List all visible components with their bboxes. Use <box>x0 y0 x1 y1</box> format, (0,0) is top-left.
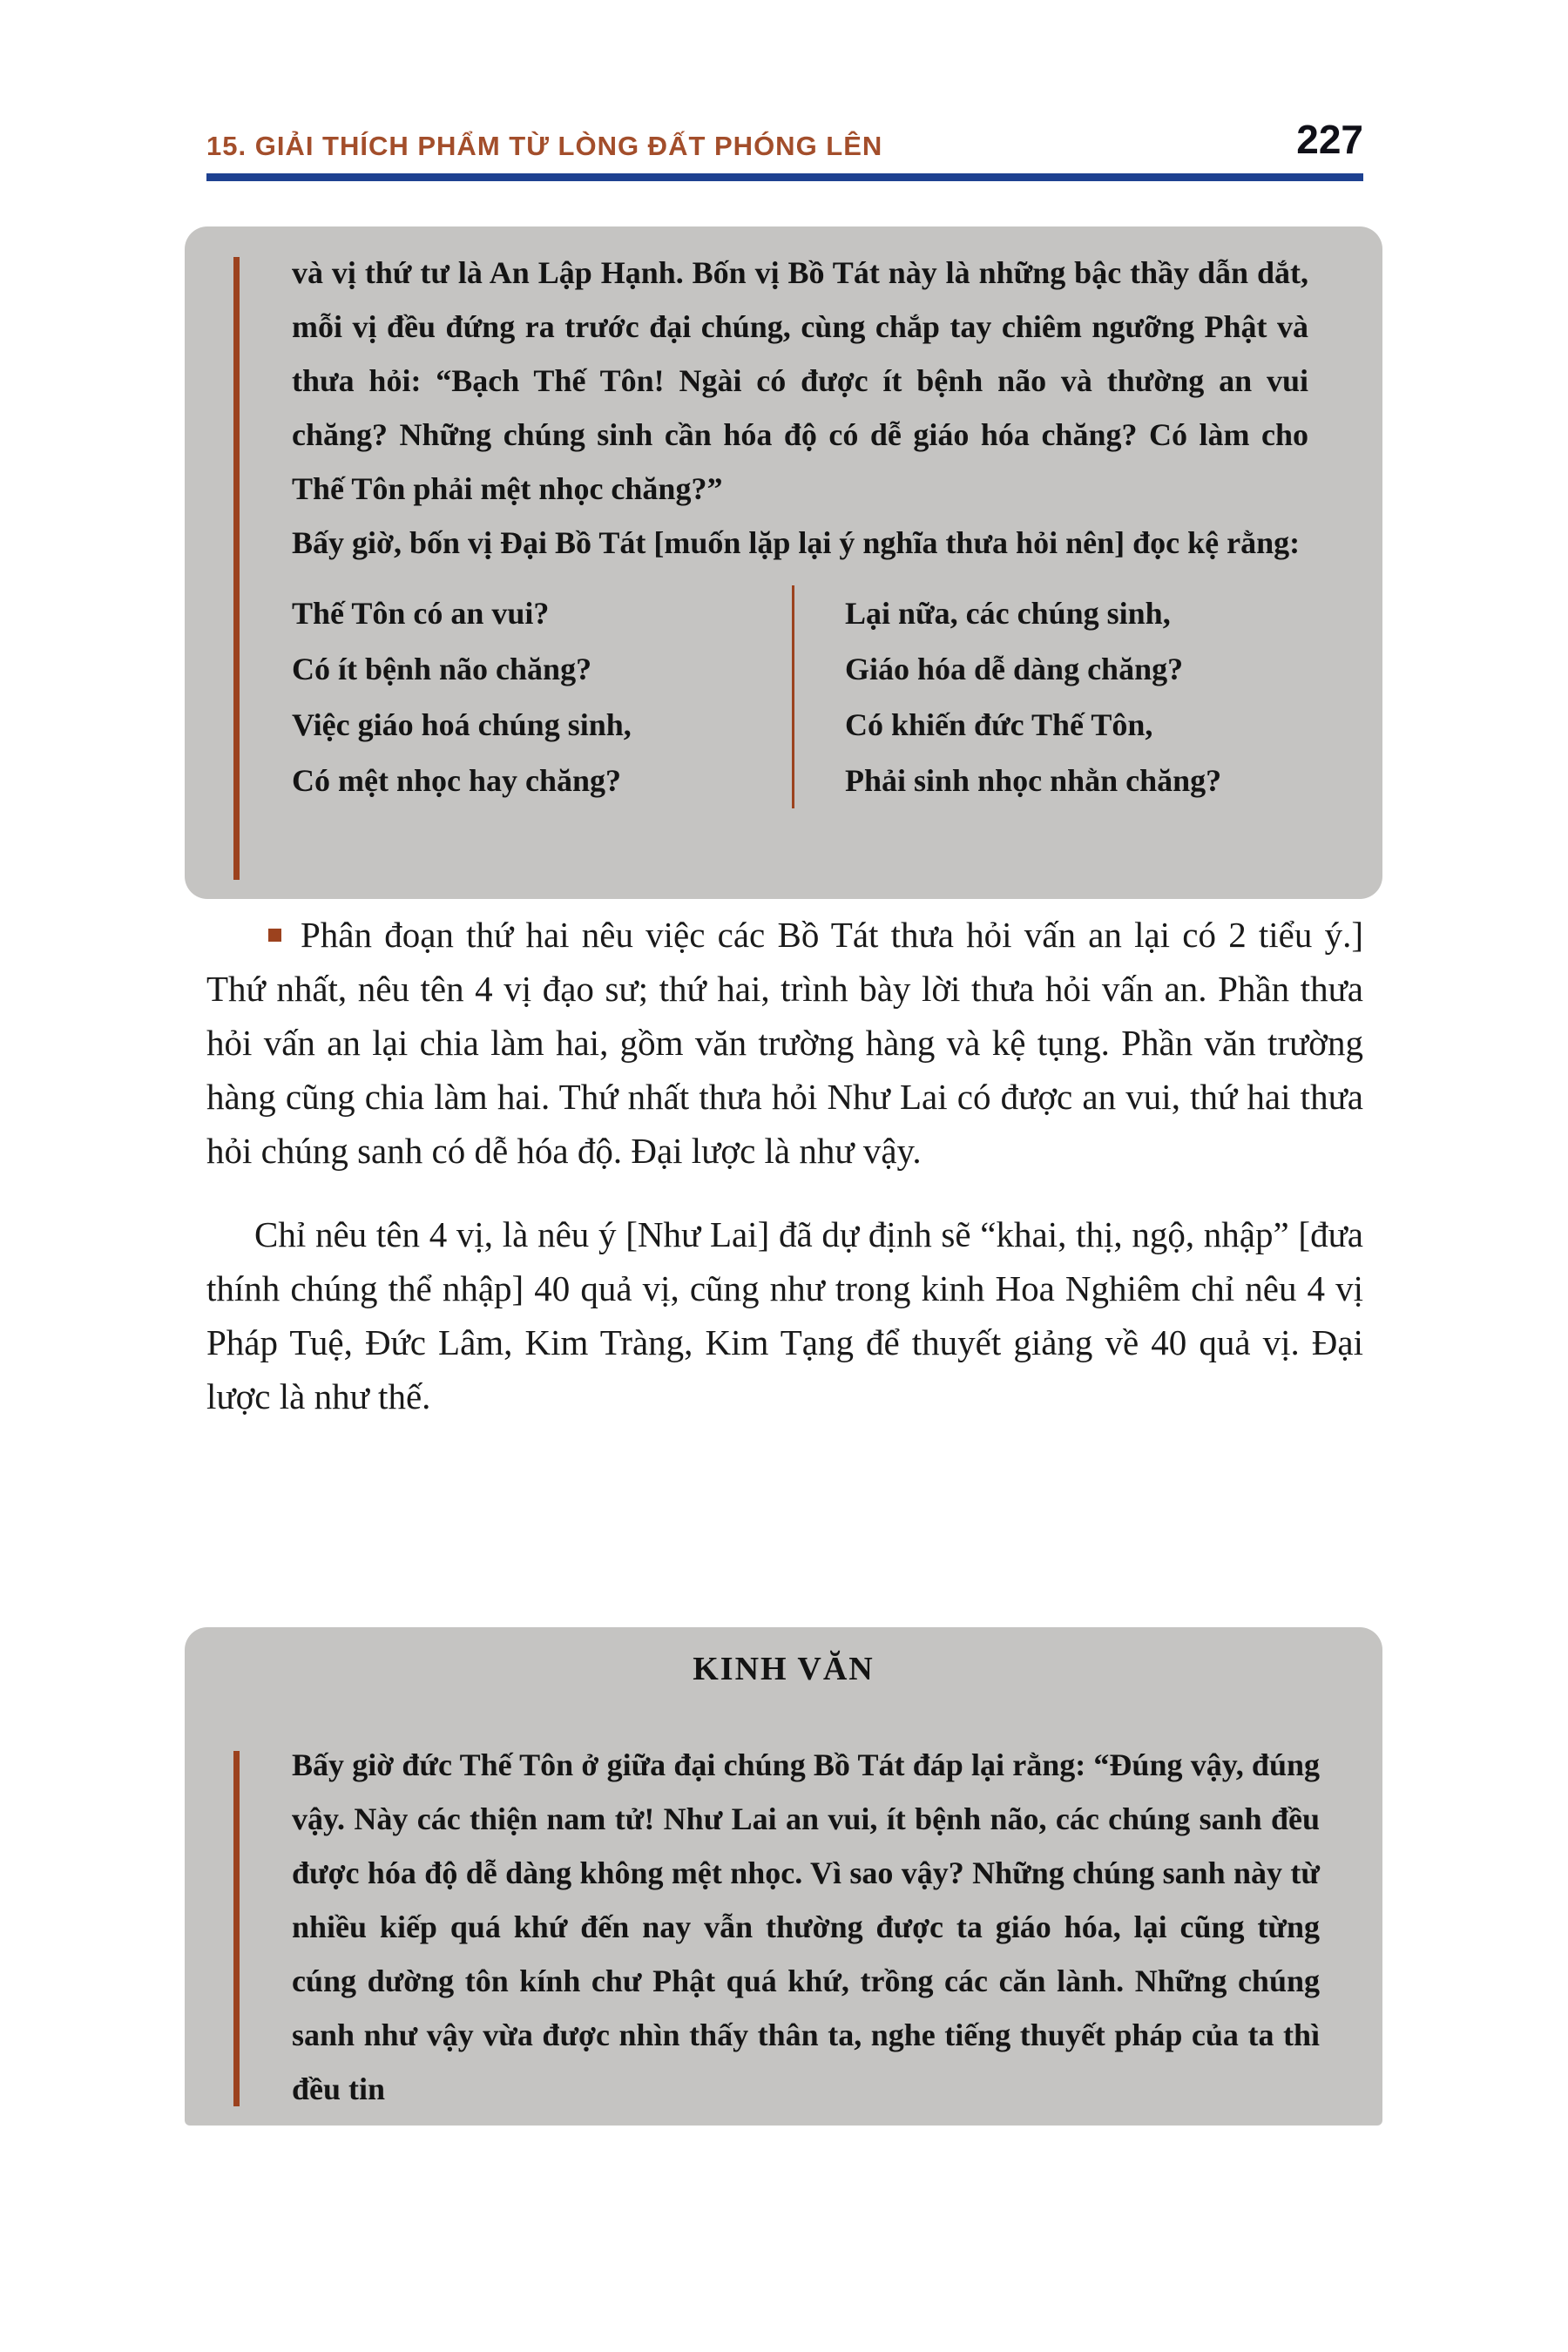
verse-line: Có ít bệnh não chăng? <box>292 652 592 686</box>
commentary-paragraph <box>206 908 1363 1178</box>
kinh-van-quote: Bấy giờ đức Thế Tôn ở giữa đại chúng Bồ Tát đáp lại rằng: “Đúng vậy, đúng vậy. Này các thiện nam tử! Như Lai an vui, ít bệnh não, các chúng sanh đều được hóa độ dễ dàng không mệt nhọc. Vì sao vậy? Những chúng sanh này từ nhiều kiếp quá khứ đến nay vẫn thường được ta giáo hóa, lại cũng từng cúng dường tôn kính chư Phật quá khứ, trồng các căn lành. Những chúng sanh như vậy vừa được nhìn thấy thân ta, nghe tiếng thuyết pháp của ta thì đều tin <box>292 1747 1320 2106</box>
scripture-quote-box <box>185 226 1382 899</box>
verse-line: Lại nữa, các chúng sinh, <box>845 596 1171 631</box>
verse-column-right <box>845 585 1221 808</box>
commentary-body <box>206 908 1363 1423</box>
commentary-paragraph-text: Phân đoạn thứ hai nêu việc các Bồ Tát thưa hỏi vấn an lại có 2 tiểu ý.] Thứ nhất, nêu tên 4 vị đạo sư; thứ hai, trình bày lời thưa hỏi vấn an. Phần thưa hỏi vấn an lại chia làm hai, gồm văn trường hàng và kệ tụng. Phần văn trường hàng cũng chia làm hai. Thứ nhất thưa hỏi Như Lai có được an vui, thứ hai thưa hỏi chúng sanh có dễ hóa độ. Đại lược là như vậy. <box>206 915 1363 1171</box>
quote-accent-bar <box>233 257 240 880</box>
verse-line: Phải sinh nhọc nhằn chăng? <box>845 763 1222 798</box>
kinh-van-quote-wrap <box>292 1738 1320 2116</box>
kinh-van-heading: KINH VĂN <box>693 1651 875 1687</box>
section-bullet-icon <box>268 929 281 942</box>
quote-body <box>292 246 1308 808</box>
verse-line: Có mệt nhọc hay chăng? <box>292 763 622 798</box>
verse-divider <box>792 585 794 808</box>
verse-line: Thế Tôn có an vui? <box>292 596 550 631</box>
verse-line: Giáo hóa dễ dàng chăng? <box>845 652 1184 686</box>
quote-paragraph: và vị thứ tư là An Lập Hạnh. Bốn vị Bồ Tát này là những bậc thầy dẫn dắt, mỗi vị đều đứng ra trước đại chúng, cùng chắp tay chiêm ngưỡng Phật và thưa hỏi: “Bạch Thế Tôn! Ngài có được ít bệnh não và thường an vui chăng? Những chúng sinh cần hóa độ có dễ giáo hóa chăng? Có làm cho Thế Tôn phải mệt nhọc chăng?” <box>292 255 1308 506</box>
verse-column-left <box>292 585 792 808</box>
commentary-paragraph: Chỉ nêu tên 4 vị, là nêu ý [Như Lai] đã dự định sẽ “khai, thị, ngộ, nhập” [đưa thính chúng thể nhập] 40 quả vị, cũng như trong kinh Hoa Nghiêm chỉ nêu 4 vị Pháp Tuệ, Đức Lâm, Kim Tràng, Kim Tạng để thuyết giảng về 40 quả vị. Đại lược là như thế. <box>206 1214 1363 1416</box>
verse-line: Việc giáo hoá chúng sinh, <box>292 707 632 742</box>
quote-paragraph: Bấy giờ, bốn vị Đại Bồ Tát [muốn lặp lại ý nghĩa thưa hỏi nên] đọc kệ rằng: <box>292 525 1301 560</box>
page-number: 227 <box>1296 117 1363 162</box>
header-rule <box>206 173 1363 181</box>
chapter-title: 15. GIẢI THÍCH PHẨM TỪ LÒNG ĐẤT PHÓNG LÊN <box>206 131 883 161</box>
kinh-van-box <box>185 1627 1382 2126</box>
verse-block <box>292 585 1308 808</box>
verse-line: Có khiến đức Thế Tôn, <box>845 707 1153 742</box>
quote-accent-bar <box>233 1751 240 2106</box>
